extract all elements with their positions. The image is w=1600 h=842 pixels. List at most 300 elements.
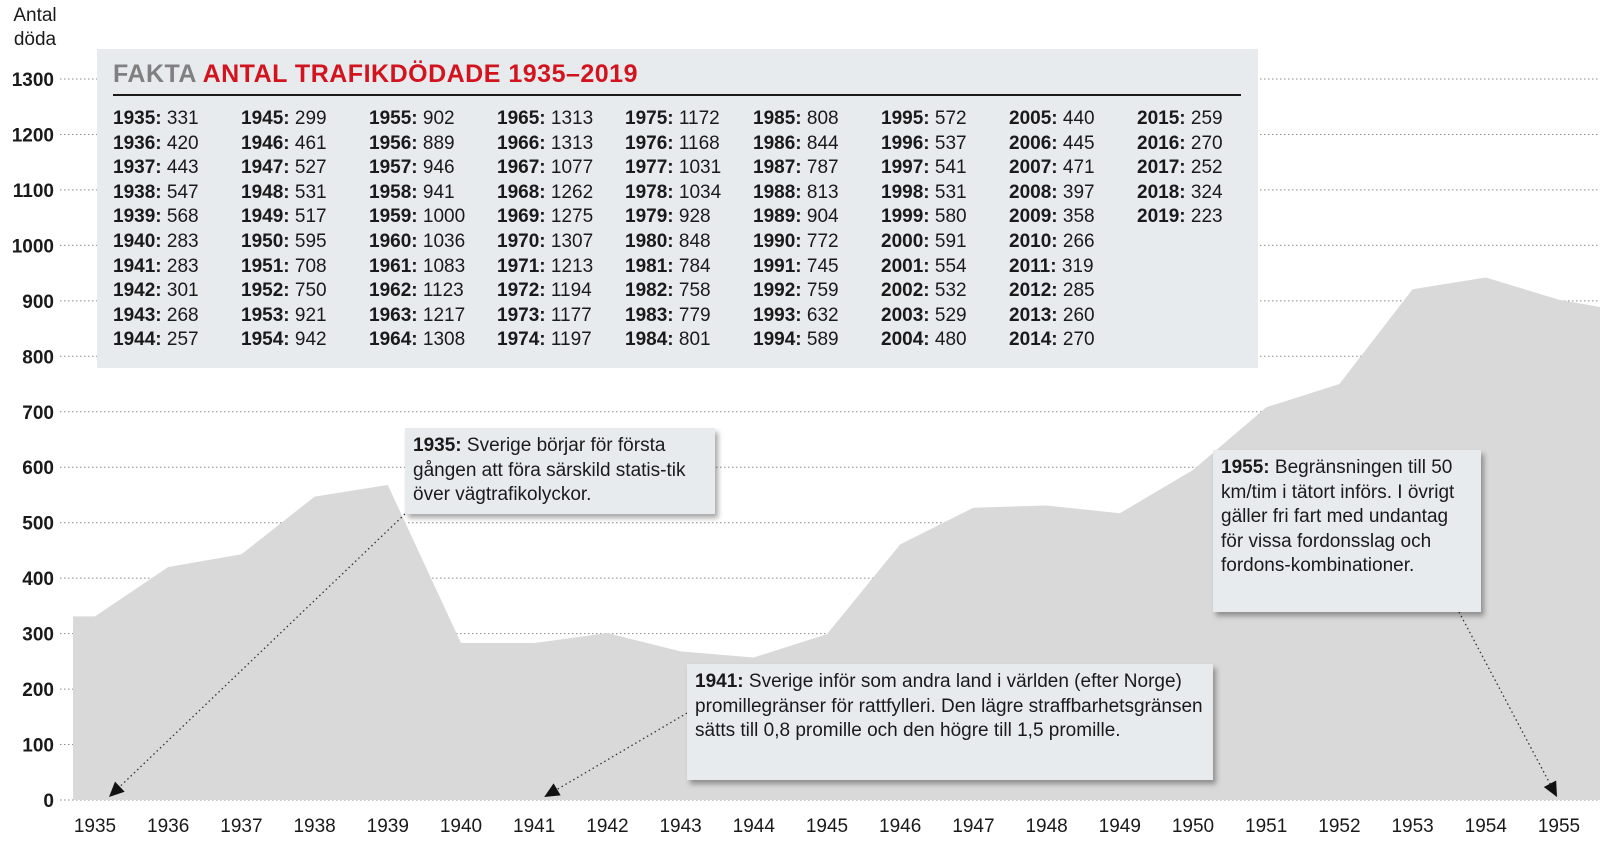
x-tick-label: 1949 [1098, 816, 1141, 837]
fakta-value: 331 [161, 108, 199, 129]
fakta-value: 260 [1057, 304, 1095, 326]
fakta-entry [625, 107, 753, 132]
fakta-value: 440 [1057, 108, 1095, 129]
fakta-value: 1313 [545, 132, 594, 154]
fakta-entry [1009, 304, 1137, 329]
fakta-value: 1262 [545, 181, 594, 203]
fakta-entry [369, 107, 497, 132]
fakta-year: 1942: [113, 280, 162, 302]
fakta-entry [881, 132, 1009, 157]
fakta-year: 1946: [241, 132, 290, 154]
fakta-value: 283 [161, 255, 199, 277]
fakta-entry [369, 255, 497, 280]
fakta-year: 1968: [497, 181, 546, 203]
x-tick-label: 1952 [1318, 816, 1361, 837]
x-tick-label: 1955 [1537, 816, 1581, 837]
fakta-entry [753, 255, 881, 280]
x-tick-label: 1954 [1464, 816, 1507, 837]
fakta-entry [369, 279, 497, 304]
fakta-year: 1984: [625, 329, 674, 351]
x-tick-label: 1939 [366, 816, 409, 837]
fakta-entry [369, 328, 497, 353]
fakta-year: 1990: [753, 230, 802, 252]
fakta-year: 2011: [1009, 255, 1057, 277]
fakta-value: 252 [1185, 157, 1223, 179]
x-tick-label: 1940 [439, 816, 483, 837]
fakta-year: 1988: [753, 181, 802, 203]
y-tick-label: 500 [22, 513, 54, 535]
y-tick-label: 1000 [11, 236, 54, 258]
fakta-value: 1168 [673, 132, 720, 154]
fakta-value: 445 [1057, 132, 1095, 154]
fakta-year: 1961: [369, 255, 418, 277]
fakta-value: 1313 [545, 108, 594, 129]
fakta-column [753, 107, 881, 353]
fakta-column [1137, 107, 1265, 230]
fakta-entry [1137, 181, 1265, 206]
fakta-value: 801 [673, 329, 711, 351]
annotation-1955 [1213, 450, 1481, 612]
fakta-entry [497, 304, 625, 329]
fakta-year: 1999: [881, 206, 930, 228]
fakta-year: 1936: [113, 132, 162, 154]
fakta-entry [881, 328, 1009, 353]
fakta-year: 1996: [881, 132, 930, 154]
fakta-entry [1009, 181, 1137, 206]
fakta-value: 324 [1185, 181, 1223, 203]
fakta-year: 1962: [369, 280, 418, 302]
fakta-year: 2001: [881, 255, 930, 277]
fakta-title [113, 60, 638, 89]
y-tick-label: 400 [22, 569, 54, 591]
annotation-year: 1935: [413, 435, 462, 456]
x-tick-label: 1945 [805, 816, 849, 837]
fakta-entry [369, 181, 497, 206]
fakta-year: 1976: [625, 132, 674, 154]
fakta-entry [753, 107, 881, 132]
fakta-value: 1194 [545, 280, 592, 302]
fakta-year: 1948: [241, 181, 290, 203]
fakta-value: 591 [929, 230, 967, 252]
fakta-entry [1009, 156, 1137, 181]
y-tick-label: 100 [22, 735, 54, 757]
fakta-value: 266 [1057, 230, 1095, 252]
fakta-year: 1967: [497, 157, 546, 179]
fakta-year: 1985: [753, 108, 802, 129]
fakta-entry [881, 230, 1009, 255]
fakta-entry [113, 230, 241, 255]
annotation-text: Sverige inför som andra land i världen (efter Norge) promillegränser för rattfylleri. Den lägre straffbarhetsgränsen sätts till 0,8 promille och den högre till 1,5 promille. [695, 671, 1203, 742]
fakta-entry [625, 205, 753, 230]
fakta-value: 708 [289, 255, 327, 277]
fakta-value: 580 [929, 206, 967, 228]
fakta-entry [1009, 328, 1137, 353]
fakta-value: 358 [1057, 206, 1095, 228]
fakta-entry [497, 279, 625, 304]
fakta-entry [241, 107, 369, 132]
fakta-column [1009, 107, 1137, 353]
fakta-entry [369, 304, 497, 329]
fakta-value: 904 [801, 206, 839, 228]
fakta-entry [113, 107, 241, 132]
fakta-year: 2003: [881, 304, 930, 326]
fakta-entry [113, 205, 241, 230]
fakta-entry [1009, 255, 1137, 280]
fakta-year: 1944: [113, 329, 162, 351]
fakta-value: 946 [417, 157, 455, 179]
fakta-entry [625, 181, 753, 206]
fakta-column [881, 107, 1009, 353]
fakta-year: 1989: [753, 206, 802, 228]
fakta-year: 1972: [497, 280, 546, 302]
fakta-value: 1083 [417, 255, 466, 277]
fakta-year: 1958: [369, 181, 418, 203]
fakta-value: 397 [1057, 181, 1095, 203]
fakta-value: 319 [1056, 255, 1094, 277]
fakta-year: 1954: [241, 329, 290, 351]
fakta-entry [1137, 205, 1265, 230]
fakta-value: 784 [673, 255, 711, 277]
fakta-year: 1953: [241, 304, 290, 326]
fakta-year: 1935: [113, 108, 162, 129]
fakta-year: 1995: [881, 108, 930, 129]
fakta-year: 1945: [241, 108, 290, 129]
fakta-entry [113, 279, 241, 304]
fakta-year: 1997: [881, 157, 930, 179]
fakta-entry [241, 328, 369, 353]
fakta-year: 1951: [241, 255, 290, 277]
fakta-entry [881, 107, 1009, 132]
fakta-entry [753, 279, 881, 304]
fakta-value: 808 [801, 108, 839, 129]
fakta-year: 1941: [113, 255, 162, 277]
fakta-column [369, 107, 497, 353]
fakta-value: 928 [673, 206, 711, 228]
fakta-year: 1987: [753, 157, 802, 179]
annotation-year: 1955: [1221, 457, 1270, 478]
fakta-value: 270 [1057, 329, 1095, 351]
x-tick-label: 1941 [513, 816, 556, 837]
fakta-year: 1994: [753, 329, 802, 351]
fakta-entry [753, 156, 881, 181]
fakta-value: 547 [161, 181, 199, 203]
fakta-value: 532 [929, 280, 967, 302]
fakta-entry [625, 132, 753, 157]
fakta-column [241, 107, 369, 353]
fakta-year: 1966: [497, 132, 546, 154]
fakta-value: 902 [417, 108, 455, 129]
x-tick-label: 1937 [220, 816, 263, 837]
fakta-value: 632 [801, 304, 839, 326]
fakta-value: 259 [1185, 108, 1223, 129]
fakta-year: 2002: [881, 280, 930, 302]
fakta-year: 1986: [753, 132, 802, 154]
fakta-year: 1981: [625, 255, 674, 277]
fakta-entry [113, 132, 241, 157]
fakta-entry [881, 205, 1009, 230]
fakta-value: 471 [1057, 157, 1095, 179]
annotation-1941 [687, 664, 1213, 780]
fakta-value: 270 [1185, 132, 1223, 154]
fakta-value: 541 [929, 157, 967, 179]
fakta-year: 2016: [1137, 132, 1186, 154]
fakta-heading: ANTAL TRAFIKDÖDADE 1935–2019 [202, 60, 638, 88]
fakta-entry [1137, 156, 1265, 181]
y-axis-label: Antal döda [13, 5, 57, 50]
y-tick-label: 200 [22, 680, 54, 702]
fakta-value: 1177 [545, 304, 592, 326]
x-tick-label: 1942 [586, 816, 629, 837]
fakta-value: 750 [289, 280, 327, 302]
fakta-value: 745 [801, 255, 839, 277]
fakta-value: 1307 [545, 230, 594, 252]
fakta-year: 1952: [241, 280, 290, 302]
fakta-entry [369, 156, 497, 181]
fakta-value: 942 [289, 329, 327, 351]
fakta-entry [113, 328, 241, 353]
fakta-entry [881, 156, 1009, 181]
fakta-entry [497, 255, 625, 280]
fakta-year: 2000: [881, 230, 930, 252]
fakta-divider [113, 94, 1241, 96]
fakta-year: 1960: [369, 230, 418, 252]
fakta-year: 1992: [753, 280, 802, 302]
x-tick-label: 1936 [147, 816, 190, 837]
fakta-year: 2009: [1009, 206, 1058, 228]
fakta-value: 1172 [673, 108, 720, 129]
fakta-entry [625, 279, 753, 304]
fakta-year: 2015: [1137, 108, 1186, 129]
fakta-value: 1308 [417, 329, 466, 351]
fakta-year: 1982: [625, 280, 674, 302]
fakta-entry [241, 230, 369, 255]
fakta-keyword: FAKTA [113, 60, 197, 88]
fakta-entry [241, 304, 369, 329]
fakta-value: 554 [929, 255, 967, 277]
fakta-value: 537 [929, 132, 967, 154]
y-tick-label: 1200 [11, 125, 54, 147]
fakta-year: 1991: [753, 255, 802, 277]
fakta-year: 1974: [497, 329, 546, 351]
fakta-entry [241, 181, 369, 206]
x-tick-label: 1943 [659, 816, 702, 837]
fakta-year: 2007: [1009, 157, 1058, 179]
y-tick-label: 1100 [12, 180, 54, 202]
fakta-value: 1034 [673, 181, 722, 203]
fakta-value: 889 [417, 132, 455, 154]
fakta-entry [369, 132, 497, 157]
fakta-entry [625, 304, 753, 329]
fakta-value: 517 [289, 206, 327, 228]
fakta-value: 1077 [545, 157, 594, 179]
fakta-entry [753, 304, 881, 329]
fakta-entry [1009, 205, 1137, 230]
fakta-entry [881, 255, 1009, 280]
annotation-text: Begränsningen till 50 km/tim i tätort införs. I övrigt gäller fri fart med undantag för vissa fordonsslag och fordons-kombinationer. [1221, 457, 1455, 577]
y-tick-label: 900 [22, 291, 54, 313]
fakta-entry [625, 230, 753, 255]
fakta-year: 1950: [241, 230, 290, 252]
fakta-entry [881, 181, 1009, 206]
fakta-entry [497, 132, 625, 157]
fakta-entry [1137, 107, 1265, 132]
fakta-value: 1031 [673, 157, 722, 179]
annotation-1935 [405, 428, 715, 514]
fakta-value: 257 [161, 329, 199, 351]
fakta-column [625, 107, 753, 353]
fakta-value: 1123 [417, 280, 464, 302]
fakta-year: 2013: [1009, 304, 1058, 326]
fakta-entry [497, 181, 625, 206]
fakta-year: 1998: [881, 181, 930, 203]
fakta-entry [1137, 132, 1265, 157]
fakta-value: 480 [929, 329, 967, 351]
fakta-value: 758 [673, 280, 711, 302]
x-tick-label: 1947 [952, 816, 995, 837]
fakta-value: 461 [289, 132, 327, 154]
fakta-value: 1275 [545, 206, 594, 228]
fakta-year: 1949: [241, 206, 290, 228]
fakta-entry [497, 328, 625, 353]
fakta-year: 1969: [497, 206, 546, 228]
fakta-year: 1947: [241, 157, 290, 179]
fakta-value: 283 [161, 230, 199, 252]
y-tick-label: 600 [22, 458, 54, 480]
x-tick-label: 1953 [1391, 816, 1434, 837]
y-tick-label: 800 [22, 347, 54, 369]
fakta-entry [1009, 107, 1137, 132]
fakta-value: 443 [161, 157, 199, 179]
fakta-value: 420 [161, 132, 199, 154]
fakta-value: 787 [801, 157, 839, 179]
fakta-year: 1977: [625, 157, 674, 179]
fakta-year: 1983: [625, 304, 674, 326]
fakta-entry [625, 255, 753, 280]
x-tick-label: 1938 [293, 816, 336, 837]
fakta-year: 2004: [881, 329, 930, 351]
fakta-year: 1975: [625, 108, 674, 129]
fakta-entry [753, 328, 881, 353]
fakta-value: 1197 [545, 329, 592, 351]
fakta-entry [497, 156, 625, 181]
fakta-entry [113, 304, 241, 329]
fakta-entry [113, 255, 241, 280]
fakta-entry [241, 156, 369, 181]
fakta-value: 299 [289, 108, 327, 129]
y-axis-ticks [12, 70, 54, 812]
fakta-year: 1959: [369, 206, 418, 228]
fakta-year: 1957: [369, 157, 418, 179]
fakta-entry [241, 132, 369, 157]
fakta-entry [369, 205, 497, 230]
x-tick-label: 1948 [1025, 816, 1068, 837]
x-axis-ticks [74, 816, 1580, 837]
fakta-value: 1213 [545, 255, 594, 277]
x-tick-label: 1946 [879, 816, 922, 837]
fakta-value: 772 [801, 230, 839, 252]
fakta-value: 848 [673, 230, 711, 252]
x-tick-label: 1950 [1171, 816, 1215, 837]
fakta-value: 595 [289, 230, 327, 252]
fakta-entry [241, 279, 369, 304]
fakta-entry [241, 255, 369, 280]
fakta-year: 1971: [497, 255, 546, 277]
x-tick-label: 1951 [1245, 816, 1288, 837]
fakta-value: 568 [161, 206, 199, 228]
fakta-year: 1939: [113, 206, 162, 228]
fakta-year: 2010: [1009, 230, 1058, 252]
fakta-year: 1980: [625, 230, 674, 252]
fakta-entry [625, 156, 753, 181]
fakta-value: 921 [289, 304, 327, 326]
fakta-entry [497, 205, 625, 230]
fakta-year: 2019: [1137, 206, 1186, 228]
fakta-entry [1009, 230, 1137, 255]
fakta-year: 2014: [1009, 329, 1058, 351]
y-tick-label: 700 [22, 402, 54, 424]
fakta-year: 1955: [369, 108, 418, 129]
x-tick-label: 1935 [73, 816, 117, 837]
fakta-value: 285 [1057, 280, 1095, 302]
fakta-year: 1970: [497, 230, 546, 252]
fakta-entry [625, 328, 753, 353]
fakta-entry [753, 132, 881, 157]
fakta-value: 1000 [417, 206, 466, 228]
fakta-value: 589 [801, 329, 839, 351]
fakta-year: 2006: [1009, 132, 1058, 154]
fakta-year: 1956: [369, 132, 418, 154]
fakta-year: 2012: [1009, 280, 1058, 302]
fakta-value: 779 [673, 304, 711, 326]
fakta-year: 2008: [1009, 181, 1058, 203]
fakta-entry [881, 304, 1009, 329]
fakta-entry [241, 205, 369, 230]
fakta-year: 1965: [497, 108, 546, 129]
fakta-column [113, 107, 241, 353]
fakta-entry [113, 156, 241, 181]
fakta-year: 1940: [113, 230, 162, 252]
fakta-year: 1963: [369, 304, 418, 326]
fakta-entry [753, 181, 881, 206]
fakta-year: 2005: [1009, 108, 1058, 129]
y-tick-label: 1300 [11, 70, 54, 91]
fakta-year: 1979: [625, 206, 674, 228]
fakta-value: 759 [801, 280, 839, 302]
fakta-year: 1938: [113, 181, 162, 203]
fakta-value: 527 [289, 157, 327, 179]
fakta-value: 268 [161, 304, 199, 326]
fakta-entry [369, 230, 497, 255]
fakta-value: 844 [801, 132, 839, 154]
y-tick-label: 0 [43, 791, 54, 812]
fakta-entry [1009, 279, 1137, 304]
fakta-year: 2017: [1137, 157, 1186, 179]
fakta-entry [113, 181, 241, 206]
fakta-column [497, 107, 625, 353]
fakta-value: 531 [289, 181, 327, 203]
fakta-year: 2018: [1137, 181, 1186, 203]
fakta-value: 1217 [417, 304, 466, 326]
fakta-value: 301 [161, 280, 199, 302]
fakta-value: 223 [1185, 206, 1223, 228]
fakta-entry [1009, 132, 1137, 157]
fakta-year: 1978: [625, 181, 674, 203]
x-tick-label: 1944 [732, 816, 775, 837]
annotation-text: Sverige börjar för första gången att föra särskild statis-tik över vägtrafikolyckor. [413, 435, 686, 506]
fakta-value: 531 [929, 181, 967, 203]
fakta-value: 529 [929, 304, 967, 326]
fakta-year: 1964: [369, 329, 418, 351]
